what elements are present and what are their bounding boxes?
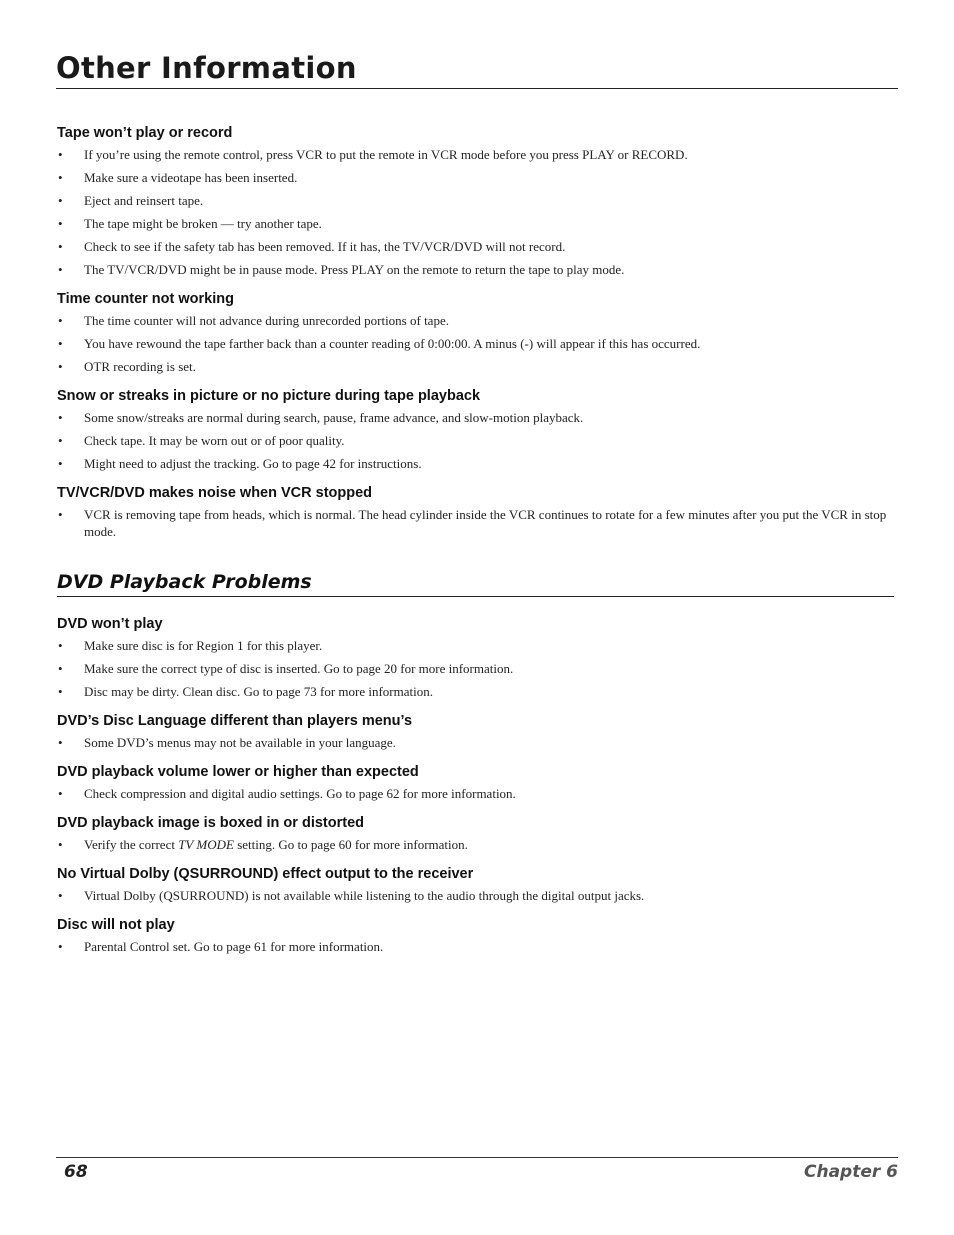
bullet-list xyxy=(57,312,897,375)
list-item: • VCR is removing tape from heads, which is normal. The head cylinder inside the VCR continues to rotate for a few minutes after you put the VCR in stop mode. xyxy=(57,506,897,540)
list-item: • You have rewound the tape farther back than a counter reading of 0:00:00. A minus (-) will appear if this has occurred. xyxy=(57,335,897,352)
list-item: • The tape might be broken — try another tape. xyxy=(57,215,897,232)
item-text: Verify the correct xyxy=(84,837,179,852)
section-heading: DVD playback image is boxed in or distorted xyxy=(57,815,364,831)
bullet-list xyxy=(57,146,897,278)
list-item: • Disc may be dirty. Clean disc. Go to page 73 for more information. xyxy=(57,683,897,700)
section-heading: Time counter not working xyxy=(57,291,234,307)
bullet-list xyxy=(57,409,897,472)
bullet-list xyxy=(57,887,897,904)
dvd-section-divider xyxy=(57,596,894,597)
tv-mode-term: TV MODE xyxy=(178,837,234,852)
section-snow-streaks xyxy=(57,386,897,472)
section-dvd-volume xyxy=(57,762,897,802)
list-item: • Some snow/streaks are normal during search, pause, frame advance, and slow-motion playback. xyxy=(57,409,897,426)
section-heading: DVD playback volume lower or higher than expected xyxy=(57,764,419,780)
section-vcr-noise xyxy=(57,483,897,540)
bullet-list xyxy=(57,506,897,540)
page-content xyxy=(57,123,897,966)
section-dvd-wont-play xyxy=(57,614,897,700)
list-item: • OTR recording is set. xyxy=(57,358,897,375)
section-heading: DVD’s Disc Language different than players menu’s xyxy=(57,713,413,729)
list-item: • The time counter will not advance during unrecorded portions of tape. xyxy=(57,312,897,329)
section-heading: Disc will not play xyxy=(57,917,175,933)
footer-divider xyxy=(56,1157,898,1158)
list-item: • Eject and reinsert tape. xyxy=(57,192,897,209)
list-item: • Check to see if the safety tab has been removed. If it has, the TV/VCR/DVD will not record. xyxy=(57,238,897,255)
section-disc-language xyxy=(57,711,897,751)
list-item: • Virtual Dolby (QSURROUND) is not available while listening to the audio through the digital output jacks. xyxy=(57,887,897,904)
list-item xyxy=(57,836,897,853)
bullet-list xyxy=(57,785,897,802)
section-heading: Snow or streaks in picture or no picture during tape playback xyxy=(57,388,481,404)
section-heading: Tape won’t play or record xyxy=(57,125,233,141)
bullet-list xyxy=(57,734,897,751)
section-heading: No Virtual Dolby (QSURROUND) effect output to the receiver xyxy=(57,866,474,882)
section-virtual-dolby xyxy=(57,864,897,904)
list-item: • Check compression and digital audio settings. Go to page 62 for more information. xyxy=(57,785,897,802)
list-item: • Make sure the correct type of disc is inserted. Go to page 20 for more information. xyxy=(57,660,897,677)
list-item: • If you’re using the remote control, press VCR to put the remote in VCR mode before you press PLAY or RECORD. xyxy=(57,146,897,163)
bullet-list xyxy=(57,836,897,853)
dvd-section-title: DVD Playback Problems xyxy=(57,571,312,593)
section-dvd-boxed-image xyxy=(57,813,897,853)
section-disc-will-not-play xyxy=(57,915,897,955)
section-time-counter xyxy=(57,289,897,375)
page-number: 68 xyxy=(64,1162,88,1182)
page-title: Other Information xyxy=(56,51,357,85)
title-divider xyxy=(56,88,898,89)
list-item: • Check tape. It may be worn out or of poor quality. xyxy=(57,432,897,449)
list-item: • Some DVD’s menus may not be available in your language. xyxy=(57,734,897,751)
list-item: • The TV/VCR/DVD might be in pause mode. Press PLAY on the remote to return the tape to play mode. xyxy=(57,261,897,278)
item-text: setting. Go to page 60 for more information. xyxy=(233,837,468,852)
list-item: • Make sure a videotape has been inserted. xyxy=(57,169,897,186)
section-heading: TV/VCR/DVD makes noise when VCR stopped xyxy=(57,485,373,501)
list-item: • Might need to adjust the tracking. Go to page 42 for instructions. xyxy=(57,455,897,472)
bullet-list xyxy=(57,938,897,955)
list-item: • Make sure disc is for Region 1 for this player. xyxy=(57,637,897,654)
list-item: • Parental Control set. Go to page 61 for more information. xyxy=(57,938,897,955)
bullet-list xyxy=(57,637,897,700)
section-heading: DVD won’t play xyxy=(57,616,163,632)
section-tape-wont-play xyxy=(57,123,897,278)
chapter-label: Chapter 6 xyxy=(803,1162,898,1182)
